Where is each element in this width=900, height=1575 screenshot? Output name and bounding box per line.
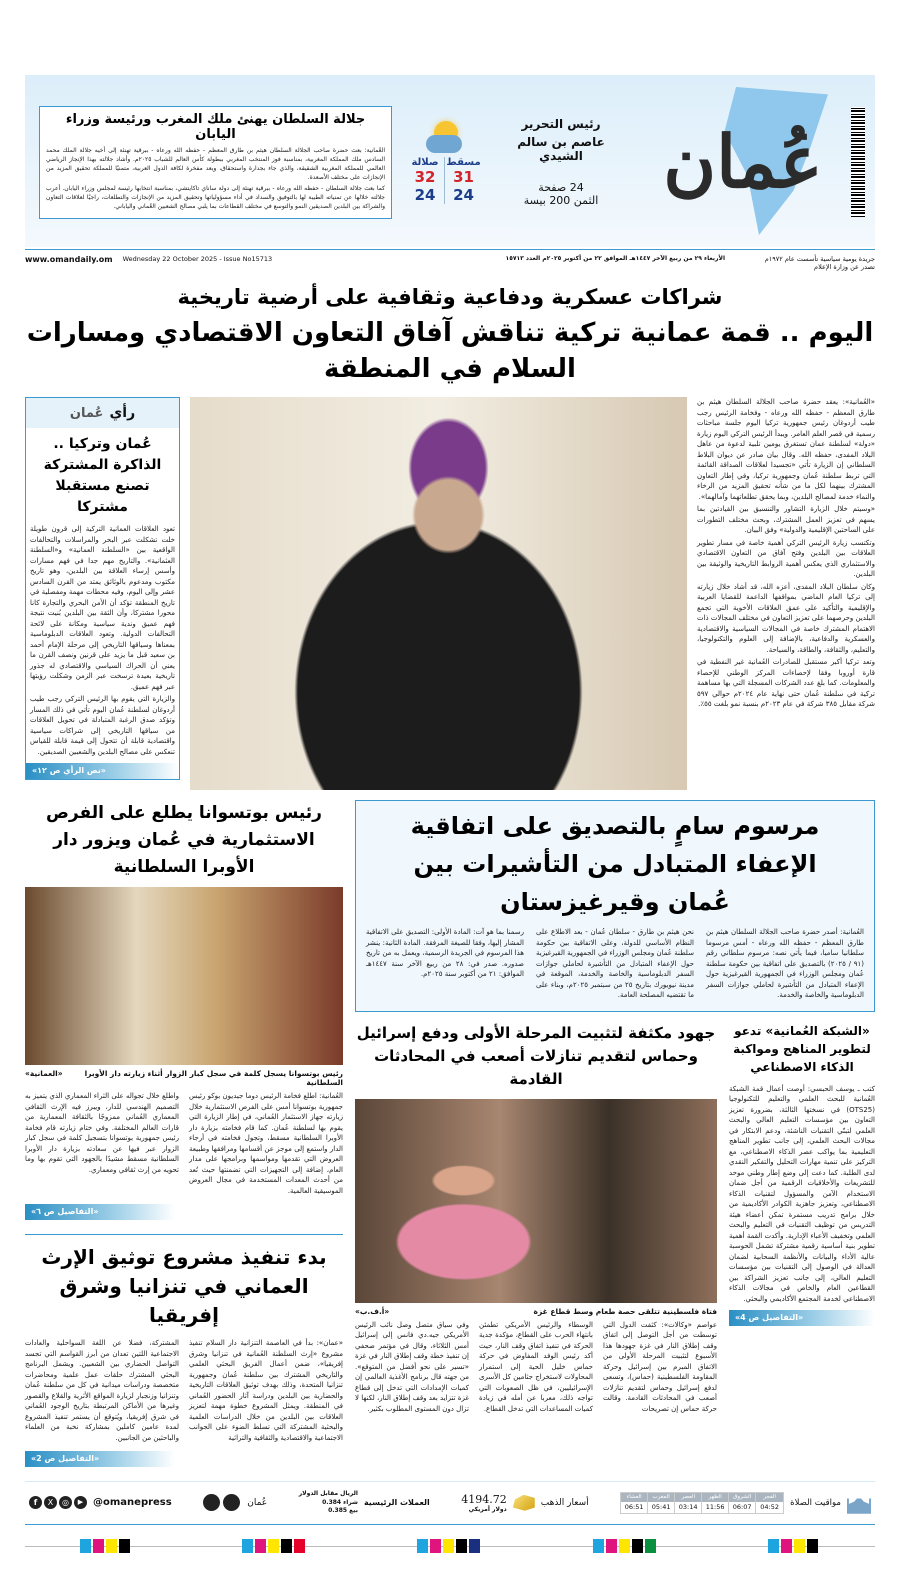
- gold-block: [461, 1493, 588, 1513]
- prayer-dhuhr: [702, 1493, 729, 1513]
- currency-sell: بيع 0.385: [328, 1507, 358, 1514]
- heritage-rule: [25, 1234, 343, 1235]
- weather-icon: [424, 121, 464, 155]
- about-2: تصدر عن وزارة الإعلام: [814, 263, 875, 271]
- apple-icon[interactable]: [203, 1494, 220, 1511]
- mosque-icon: [847, 1492, 871, 1514]
- opinion-more-link[interactable]: «نص الرأي ص ١٢»: [26, 763, 179, 779]
- decree-col-3: رسمنا بما هو آت: المادة الأولى: التصديق على الاتفاقية المشار إليها، وفقا للصيغة المرفقة. المادة الثانية: ينشر هذا المرسوم في الجريدة الرسمية، ويعمل به من تاريخ صدوره. صدر في: ٢٨ من ربيع الآخر سنة ١٤٤٧هـ الموافق: ٢١ من أكتوبر سنة ٢٠٢٥م.: [366, 928, 524, 978]
- editor-name: عاصم بن سالم الشيدي: [517, 135, 605, 163]
- caption-credit: «أ.ف.ب»: [355, 1306, 390, 1316]
- decree-box: [355, 800, 875, 1012]
- masthead-band: [25, 75, 875, 247]
- masthead-logo-block: [640, 87, 865, 237]
- prayer-label: مواقيت الصلاة: [790, 1497, 841, 1508]
- prayer-name: العصر: [675, 1493, 701, 1502]
- lead-photo-sultan: [190, 397, 687, 790]
- prayer-asr: [675, 1493, 702, 1513]
- barcode: [851, 107, 865, 217]
- page-count: 24 صفحة: [538, 181, 584, 194]
- gaza-col-3: وفي سياق متصل وصل نائب الرئيس الأمريكي جيه.دي فانس إلى إسرائيل أمس الثلاثاء، وقال في مؤتمر صحفي إن تنفيذ خطة وقف إطلاق النار في غزة «تسير على نحو أفضل من المتوقع». من جهته قال برنامج الأغذية العالمي إن كميات الإمدادات التي تدخل إلى قطاع غزة تتزايد بعد وقف إطلاق النار، لكنها لا تزال دون المستوى المطلوب بكثير.: [355, 1320, 469, 1413]
- facebook-icon[interactable]: f: [29, 1496, 42, 1509]
- lead-paragraph: «وسيتم خلال الزيارة التشاور والتنسيق بين القيادتين بما يسهم في تعزيز العمل المشترك، وبحث مختلف التطورات على الساحتين الإقليمية والدولية» وفق البيان.: [697, 505, 875, 534]
- temp-high: 31: [453, 167, 474, 186]
- color-bar: [768, 1539, 820, 1555]
- prayer-fajr: [756, 1493, 783, 1513]
- currency-title: العملات الرئيسية: [363, 1498, 430, 1508]
- x-icon[interactable]: X: [44, 1496, 57, 1509]
- top-story-box[interactable]: [39, 106, 392, 219]
- currency-note: الريال مقابل الدولار: [298, 1490, 358, 1497]
- social-handle[interactable]: @omanepress: [93, 1497, 172, 1509]
- gaza-headline[interactable]: جهود مكثفة لتثبيت المرحلة الأولى ودفع إسرائيل وحماس لتقديم تنازلات أصعب في المحادثات القادمة: [356, 1023, 716, 1088]
- registration-line: [25, 1539, 875, 1555]
- top-story-p1: العُمانية: بعث حضرة صاحب الجلالة السلطان هيثم بن طارق المعظم - حفظه الله ورعاه - ببرقية تهنئة إلى أخيه جلالة الملك محمد السادس ملك المملكة المغربية، بمناسبة فوز المنتخب المغربي ببطولة كأس العالم للشباب ٢٠٢٥م. وأشاد جلالته بهذا الإنجاز الرياضي العالمي للمملكة المغربية الشقيقة، والذي جاء بجدارة واستحقاق، ويعد مفخرة لكافة الدول العربية، متمنيًا للمملكة تحقيق المزيد من الإنجازات على مختلف الأصعدة.: [46, 146, 385, 181]
- lower-row: [25, 800, 875, 1467]
- network-more-link[interactable]: «التفاصيل ص 4»: [729, 1310, 875, 1326]
- lower-left: [25, 800, 343, 1467]
- botswana-caption: [25, 1069, 343, 1087]
- website[interactable]: www.omandaily.om: [25, 255, 113, 264]
- lead-kicker: شراكات عسكرية ودفاعية وثقافية على أرضية تاريخية: [177, 285, 723, 309]
- lead-paragraph: وتعد تركيا أكبر مستقبل للصادرات العُمانية غير النفطية في قارة أوروبا وفقا لإحصاءات المركز الوطني للإحصاء والمعلومات. كما بلغ عدد الشركات المسجلة التي بها مساهمة تركية في سلطنة عُمان حتى نهاية عام ٢٠٢٤م حوالي ٥٩٧ شركة مقابل ٣٨٥ شركة في عام ٢٠٢٣م بنسبة نمو بلغت ٥٥٪.: [697, 658, 875, 708]
- lead-headline[interactable]: اليوم .. قمة عمانية تركية تناقش آفاق التعاون الاقتصادي ومسارات السلام في المنطقة: [26, 318, 874, 384]
- decree-col-1: العُمانية: أصدر حضرة صاحب الجلالة السلطان هيثم بن طارق المعظم - حفظه الله ورعاه - أمس مرسوما سلطانيا ساميا، فيما يأتي نصه: مرسوم سلطاني رقم (٩١ / ٢٠٢٥) بالتصديق على اتفاقية بين حكومة سلطنة عُمان ومجلس الوزراء في الجمهورية القيرغيزية حول الإعفاء المتبادل من التأشيرة لحاملي جوازات السفر الدبلوماسية والخاصة والخدمة.: [706, 928, 864, 999]
- temp-low: 24: [414, 185, 436, 204]
- heritage-more-link[interactable]: «التفاصيل ص 2»: [25, 1451, 175, 1467]
- prayer-time: 11:56: [705, 1502, 725, 1511]
- lower-right: [355, 800, 875, 1416]
- gaza-article: [355, 1022, 717, 1417]
- prayer-time: 06:51: [624, 1502, 644, 1511]
- botswana-col-left: واطلع خلال تجواله على الثراء المعماري الذي يتميز به التصميم الهندسي للدار، ويبرز فيه الإرث الثقافي المعماري العُماني ممزوجًا بالثقافة المعمارية من قارات العالم المختلفة. وفي ختام زيارته قام فخامة رئيس جمهورية بوتسوانا بتسجيل كلمة في سجل كبار الزوار عبر فيها عن سعادته بزيارة دار الأوبرا السلطانية مسقط مشيدًا بالجهود التي تقوم بها وما تحويه من إرث ثقافي ومعماري.: [25, 1092, 179, 1174]
- editor-label: رئيس التحرير: [521, 117, 601, 131]
- gold-bars-icon: [513, 1495, 535, 1511]
- prayer-shuruq: [729, 1493, 756, 1513]
- caption-text: فتاة فلسطينية تتلقى حصة طعام وسط قطاع غزة: [533, 1306, 717, 1316]
- prayer-isha: [621, 1493, 648, 1513]
- prayer-time: 06:07: [732, 1502, 752, 1511]
- lead-row: [25, 397, 875, 790]
- decree-col-2: نحن هيثم بن طارق - سلطان عُمان - بعد الاطلاع على النظام الأساسي للدولة، وعلى الاتفاقية بين حكومة سلطنة عُمان ومجلس الوزراء في الجمهورية القيرغيزية حول الإعفاء المتبادل من التأشيرة لحاملي جوازات السفر الدبلوماسية والخاصة والخدمة، الموقعة في مدينة نيويورك بتاريخ ٢٥ من سبتمبر ٢٠٢٥م، وبناء على ما تقتضيه المصلحة العامة.: [536, 928, 694, 999]
- date-ar: الأربعاء ٢٩ من ربيع الآخر ١٤٤٧هـ الموافق ٢٢ من أكتوبر ٢٠٢٥م العدد ١٥٧١٣: [505, 255, 725, 262]
- color-bar: [80, 1539, 132, 1555]
- masthead-logo: عُمان: [663, 119, 823, 204]
- prayer-maghrib: [648, 1493, 675, 1513]
- date-en: Wednesday 22 October 2025 - Issue No15713: [122, 255, 273, 263]
- prayer-name: المغرب: [648, 1493, 674, 1502]
- gaza-col-2: الوسطاء والرئيس الأمريكي تطمئن بانتهاء الحرب على القطاع، مؤكدة جدية الحركة في تنفيذ اتفاق وقف النار، حيث أكد رئيس الوفد المفاوض في حركة حماس خليل الحية إلى استمرار المحاولات لاستخراج جثامين كل الأسرى الإسرائيليين، في ظل الصعوبات التي تواجه ذلك، معربا عن أمله في زيادة كميات المساعدات التي تدخل القطاع.: [479, 1320, 593, 1413]
- color-bar: [593, 1539, 658, 1555]
- gaza-photo: [355, 1099, 717, 1303]
- network-article: [729, 1022, 875, 1327]
- city-name: صلالة: [411, 156, 439, 168]
- android-icon[interactable]: [223, 1494, 240, 1511]
- gold-value: 4194.72: [461, 1492, 507, 1506]
- temp-high: 32: [414, 167, 436, 186]
- decree-headline[interactable]: مرسوم سامٍ بالتصديق على اتفاقية الإعفاء المتبادل من التأشيرات بين عُمان وقيرغيزستان: [410, 812, 820, 916]
- info-bar: [25, 249, 875, 271]
- opinion-box: [25, 397, 180, 780]
- color-bar: [417, 1539, 482, 1555]
- gaza-col-1: عواصم «وكالات»: كثفت الدول التي توسطت من أجل التوصل إلى اتفاق وقف إطلاق النار في غزة جهودها هذا الأسبوع لتثبيت المرحلة الأولى من الاتفاق المبرم بين إسرائيل وحركة المقاومة الفلسطينية (حماس)، وتسعى لدفع إسرائيل وحماس لتقديم تنازلات أصعب في المحادثات القادمة. وقالت حركة حماس إن تصريحات: [603, 1320, 717, 1413]
- network-body: كتب ـ يوسف الحبسي: أوصت أعمال قمة الشبكة العُمانية للبحث العلمي والتعليم للتكنولوجيا (OTS25) في نسختها الثالثة، بضرورة تعزيز التعاون بين مؤسسات التعليم العالي والبحث العلمي لتبنّي التقنيات الناشئة، ودعم الابتكار في مجالات البحث العلمي، إلى جانب تطوير المناهج التعليمية بما يواكب عصر الذكاء الاصطناعي، مع التركيز على تنمية مهارات التحليل والتفكير النقدي لدى الطلبة. كما دعت إلى وضع إطار وطني موحد للتشريعات والأخلاقيات الرقمية من أجل ضمان الاستخدام الآمن والمسؤول لتقنيات الذكاء الاصطناعي، وتعزيز جاهزية الكوادر الأكاديمية من خلال برامج تدريب مستمرة تمكن أعضاء هيئة التدريس من توظيف التقنيات في التعليم والبحث العلمي وتخفيف الأعباء الإدارية. وأكدت القمة أهمية تطوير بنية أساسية رقمية مشتركة تشمل الحوسبة عالية الأداء والبيانات والأنظمة السحابية لضمان العدالة في الوصول إلى التقنيات بين مؤسسات التعليم العالي، إلى جانب تعزيز الشراكة بين القطاعين العام والخاص في مجالات الذكاء الاصطناعي لخدمة المجتمع الأكاديمي والبحثي.: [729, 1084, 875, 1303]
- top-story-title[interactable]: جلالة السلطان يهنئ ملك المغرب ورئيسة وزراء اليابان: [65, 111, 366, 142]
- weather-table: [406, 157, 482, 204]
- heritage-col-left: المشتركة، فضلا عن اللغة السواحلية والعادات الاجتماعية اللتين تعدان من أبرز القواسم التي تجسد التواصل الحضاري بين الشعبين. ويشمل البرنامج البحثي المشترك حلقات عمل علمية ومحاضرات متخصصة ودراسات ميدانية في كل من سلطنة عُمان وتنزانيا وزنجبار لزيارة المواقع الأثرية والقلاع والقصور وغيرها من الأماكن المرتبطة بتاريخ الوجود العُماني في شرق إفريقيا، ويُتوقع أن يستمر تنفيذ المشروع لمدة عامين كاملين بمشاركة نخبة من العلماء والباحثين من الجانبين.: [25, 1339, 179, 1442]
- prayer-name: الشروق: [729, 1493, 755, 1502]
- front-page: [25, 0, 875, 1575]
- weather-salalah: [406, 157, 444, 204]
- currency-rates: [299, 1490, 358, 1516]
- gold-label: أسعار الذهب: [540, 1497, 589, 1508]
- caption-text: رئيس بوتسوانا يسجل كلمة في سجل كبار الزوار أثناء زيارته دار الأوبرا السلطانية: [84, 1069, 343, 1087]
- footer-bar: [25, 1481, 875, 1525]
- prayer-table: [620, 1492, 784, 1514]
- prayer-name: الفجر: [756, 1493, 783, 1502]
- opinion-label: رأي: [109, 405, 136, 421]
- botswana-photo: [25, 887, 343, 1065]
- prayer-time: 05:41: [651, 1502, 671, 1511]
- editor-block: [496, 117, 626, 207]
- city-name: مسقط: [446, 156, 481, 168]
- instagram-icon[interactable]: ◎: [59, 1496, 72, 1509]
- price: الثمن 200 بيسة: [523, 194, 599, 207]
- heritage-col-right: «عمان»: بدأ في العاصمة التنزانية دار السلام تنفيذ مشروع «إرث السلطنة العُمانية في تنزانيا وشرق إفريقيا»، ضمن أعمال الفريق البحثي العلمي والتاريخي المشترك بين سلطنة عُمان وجمهورية تنزانيا المتحدة، وذلك بهدف توثيق العلاقات التاريخية والحضارية بين البلدين ودراسة آثار الحضور العُماني في المنطقة. ويمثل المشروع خطوة مهمة لتعزيز العلاقات بين البلدين من خلال الدراسات العلمية والبحثية المشتركة التي تسلط الضوء على الجوانب الاجتماعية والاقتصادية والثقافية والتراثية: [189, 1339, 343, 1442]
- prayer-block: [620, 1492, 871, 1514]
- prayer-name: العشاء: [621, 1493, 647, 1502]
- prayer-time: 03:14: [678, 1502, 698, 1511]
- lead-article: [697, 397, 875, 712]
- app-badges: [203, 1494, 267, 1511]
- heritage-headline[interactable]: بدء تنفيذ مشروع توثيق الإرث العماني في تنزانيا وشرق إفريقيا: [41, 1245, 327, 1327]
- temp-low: 24: [453, 185, 474, 204]
- lead-paragraph: «العُمانية»: يعقد حضرة صاحب الجلالة السلطان هيثم بن طارق المعظم - حفظه الله ورعاه - وفخامة الرئيس رجب طيب أردوغان رئيس جمهورية تركيا اليوم جلسة مباحثات رسمية في قصر العلم العامر. ويبدأ الرئيس التركي اليوم زيارة «دولة» لسلطنة عمان تستغرق يومين تلبية لدعوة من عاهل البلاد المفدى، حفظه الله. وقال بيان صادر عن ديوان البلاط السلطاني إن الزيارة تأتي «تجسيدا لعلاقات الصداقة القائمة التي تربط سلطنة عُمان وجمهورية تركيا، وفي إطار التعاون المشترك بينهما لكل ما من شأنه تحقيق المزيد من الرخاء والنماء خدمة لمصالح البلدين، وبما يحقق تطلعاتهما وآمالهما».: [697, 398, 875, 501]
- about-1: جريدة يومية سياسية تأسست عام ١٩٧٢م: [764, 255, 875, 263]
- color-bar: [242, 1539, 307, 1555]
- lead-paragraph: وتكتسب زيارة الرئيس التركي أهمية خاصة في مسار تطوير العلاقات بين البلدين وفتح آفاق من التعاون الاقتصادي والاستثماري الذي يعكس أهمية الروابط التاريخية والوثيقة بين البلدين.: [697, 538, 875, 578]
- opinion-title[interactable]: عُمان وتركيا .. الذاكرة المشتركة تصنع مستقبلا مشتركا: [43, 436, 162, 515]
- botswana-headline[interactable]: رئيس بوتسوانا يطلع على الفرص الاستثمارية في عُمان ويزور دار الأوبرا السلطانية: [46, 803, 322, 877]
- prayer-time: 04:52: [760, 1502, 780, 1511]
- opinion-brand-logo: عُمان: [69, 405, 104, 421]
- gold-unit: دولار أمريكي: [468, 1505, 507, 1513]
- currency-block: [299, 1490, 430, 1516]
- social-bar: [29, 1496, 172, 1509]
- lead-paragraph: وكان سلطان البلاد المفدى، أعزه الله، قد أشاد خلال زيارته إلى تركيا العام الماضي بمواقفها الداعمة للقضايا العربية والإقليمية والتأكيد على عمق العلاقات الأخوية التي تجمع البلدين وحرصهما على تعزيز التعاون في مختلف المجالات ذات الاهتمام المشترك خاصة في المجالات السياسية والاقتصادية والعسكرية والدفاعية، بالإضافة إلى العلوم والتكنولوجيا، والتعليم، والثقافة، والطاقة، والسياحة.: [697, 582, 875, 654]
- top-story-p2: كما بعث جلالة السلطان - حفظه الله ورعاه - ببرقية تهنئة إلى دولة ساناي تاكايتشي، بمناسبة انتخابها رئيسة لمجلس وزراء اليابان. أعرب جلالته خلالها عن تمنياته الطيبة لها بالتوفيق والسداد في أداء مسؤولياتها وتحقيق المزيد من الإنجازات والتطلعات، راجيًا لعلاقات التعاون والشراكة بين البلدين الصديقين النمو والتوسع في مختلف القطاعات بما يلبي مصالح الشعبين العُماني والياباني.: [46, 184, 385, 210]
- prayer-name: الظهر: [702, 1493, 728, 1502]
- gaza-caption: [355, 1307, 717, 1316]
- network-headline[interactable]: «الشبكة العُمانية» تدعو لتطوير المناهج ومواكبة الذكاء الاصطناعي: [733, 1023, 871, 1074]
- app-label: عُمان: [247, 1497, 268, 1508]
- currency-buy: شراء 0.384: [322, 1498, 358, 1506]
- weather-muscat: [444, 157, 482, 204]
- about: [735, 255, 875, 271]
- opinion-header: [26, 398, 179, 428]
- botswana-more-link[interactable]: «التفاصيل ص ٦»: [25, 1204, 175, 1220]
- youtube-icon[interactable]: ▶: [74, 1496, 87, 1509]
- opinion-paragraph: والزيارة التي يقوم بها الرئيس التركي رجب طيب أردوغان لسلطنة عُمان اليوم تأتي في ذلك المسار وتؤكد صدق الرغبة المتبادلة في تحويل العلاقات من سياقها التاريخي إلى شراكات سياسية واقتصادية قابلة أن تتحول إلى قيمة قابلة للقياس تنعكس على مصالح البلدين والشعبين الصديقين.: [30, 695, 175, 756]
- botswana-col-right: العُمانية: اطلع فخامة الرئيس دوما جيديون بوكو رئيس جمهورية بوتسوانا أمس على الفرص الاستثمارية خلال زيارته جهاز الاستثمار العُماني، في إطار الزيارة التي يقوم بها لسلطنة عُمان. كما قام فخامته بزيارة دار الأوبرا السلطانية مسقط، وتجول فخامته في أرجاء الدار واستمع إلى موجز عن أقسامها ومرافقها وطبيعة العروض التي تقدمها ومواسمها وبرامجها على مدار العام، إضافة إلى التجهيزات التي تضمنتها حيث تُعد من أحدث المعدات المستخدمة في مجال العروض الموسيقية العالمية.: [189, 1092, 343, 1195]
- opinion-paragraph: تعود العلاقات العمانية التركية إلى قرون طويلة خلت تشكلت عبر البحر والمراسلات والتحالفات الواقعية بين «السلطنة العمانية» و«السلطنة العثمانية». والتاريخ مهم جدا في فهم مسارات وأسس إرساء العلاقة بين البلدين، وهو تاريخ مكتوب ومدعوم بالوثائق يمتد من القرن السادس عشر وإلى اليوم، وفيه محطات مهمة ومفصلية في تاريخ المنطقة تؤكد أن الأمن البحري والتجارة كانا محورا مشتركا، وأن الثقة بين البلدين بُنيت نتيجة فهم عميق وندية سياسية ومكانة على لائحة التحالفات الدولية. وتعود العلاقات الدبلوماسية بمعناها وسياقها التاريخي إلى مرحلة الإمام أحمد بن سعيد قبل ما يزيد على قرنين ونصف القرن ما يعني أن الحراك السياسي والاقتصادي له جذور تاريخية بعيدة ترسخت عبر الزمن وشكلت رؤيتها عبر فهم عميق.: [30, 525, 175, 691]
- caption-credit: «العمانية»: [25, 1069, 63, 1078]
- weather-block: [406, 121, 482, 204]
